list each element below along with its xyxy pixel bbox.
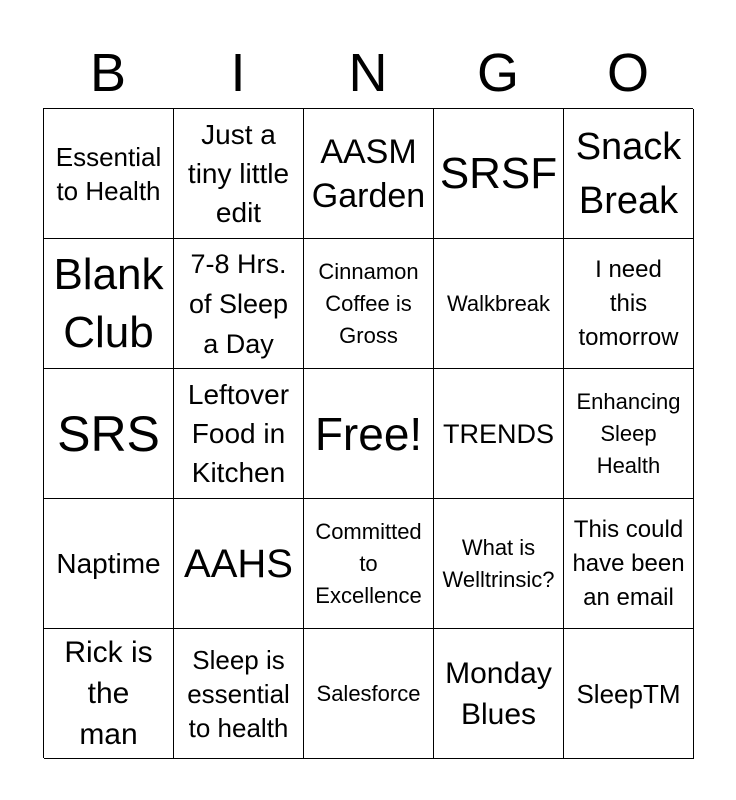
cell-text: Cinnamon Coffee is Gross bbox=[318, 258, 419, 348]
bingo-header bbox=[43, 38, 693, 108]
cell-text: I need this tomorrow bbox=[578, 255, 679, 351]
bingo-cell-r3c1[interactable] bbox=[44, 369, 174, 499]
header-letter-n: N bbox=[348, 43, 388, 103]
bingo-cell-r5c3[interactable] bbox=[304, 629, 434, 759]
cell-text: 7-8 Hrs. of Sleep a Day bbox=[188, 248, 289, 359]
header-letter-o: O bbox=[606, 43, 649, 103]
cell-text: Committed to Excellence bbox=[315, 518, 422, 608]
bingo-cell-r1c1[interactable] bbox=[44, 109, 174, 239]
cell-text: AAHS bbox=[184, 541, 293, 586]
bingo-cell-r4c3[interactable] bbox=[304, 499, 434, 629]
bingo-cell-r5c1[interactable] bbox=[44, 629, 174, 759]
bingo-cell-r3c4[interactable] bbox=[434, 369, 564, 499]
cell-text: Snack Break bbox=[575, 125, 682, 222]
bingo-cell-r4c2[interactable] bbox=[174, 499, 304, 629]
header-letter-g: G bbox=[476, 43, 519, 103]
bingo-cell-r1c4[interactable] bbox=[434, 109, 564, 239]
cell-text: Blank Club bbox=[53, 249, 164, 357]
bingo-cell-r2c1[interactable] bbox=[44, 239, 174, 369]
cell-text: Just a tiny little edit bbox=[187, 119, 290, 228]
bingo-cell-r2c2[interactable] bbox=[174, 239, 304, 369]
cell-text: SRS bbox=[57, 405, 160, 462]
bingo-cell-r5c2[interactable] bbox=[174, 629, 304, 759]
bingo-cell-r3c2[interactable] bbox=[174, 369, 304, 499]
bingo-cell-r2c4[interactable] bbox=[434, 239, 564, 369]
cell-text: SleepTM bbox=[576, 678, 681, 709]
cell-text: SRSF bbox=[439, 148, 558, 198]
header-letter-i: I bbox=[230, 43, 246, 103]
bingo-cell-r2c5[interactable] bbox=[564, 239, 694, 369]
bingo-cell-r4c4[interactable] bbox=[434, 499, 564, 629]
bingo-cell-r2c3[interactable] bbox=[304, 239, 434, 369]
bingo-cell-r1c3[interactable] bbox=[304, 109, 434, 239]
bingo-cell-r3c5[interactable] bbox=[564, 369, 694, 499]
cell-text: AASM Garden bbox=[311, 132, 426, 215]
cell-text: Rick is the man bbox=[64, 636, 153, 751]
cell-text: TRENDS bbox=[442, 418, 554, 449]
cell-text: Monday Blues bbox=[445, 656, 552, 731]
cell-text: What is Welltrinsic? bbox=[442, 534, 555, 592]
bingo-cell-r1c5[interactable] bbox=[564, 109, 694, 239]
cell-text: Walkbreak bbox=[446, 290, 551, 316]
cell-text: Leftover Food in Kitchen bbox=[187, 379, 290, 488]
bingo-cell-r1c2[interactable] bbox=[174, 109, 304, 239]
bingo-cell-r3c3[interactable] bbox=[304, 369, 434, 499]
cell-text: Salesforce bbox=[316, 680, 421, 706]
bingo-cell-r4c5[interactable] bbox=[564, 499, 694, 629]
cell-text: Free! bbox=[314, 407, 423, 460]
cell-text: Sleep is essential to health bbox=[187, 644, 290, 743]
bingo-cell-r5c5[interactable] bbox=[564, 629, 694, 759]
bingo-board bbox=[43, 108, 693, 758]
bingo-cell-r4c1[interactable] bbox=[44, 499, 174, 629]
cell-text: Enhancing Sleep Health bbox=[576, 388, 681, 478]
cell-text: This could have been an email bbox=[572, 515, 685, 611]
cell-text: Essential to Health bbox=[55, 141, 162, 206]
cell-text: Naptime bbox=[56, 548, 161, 579]
bingo-cell-r5c4[interactable] bbox=[434, 629, 564, 759]
header-letter-b: B bbox=[89, 43, 127, 103]
